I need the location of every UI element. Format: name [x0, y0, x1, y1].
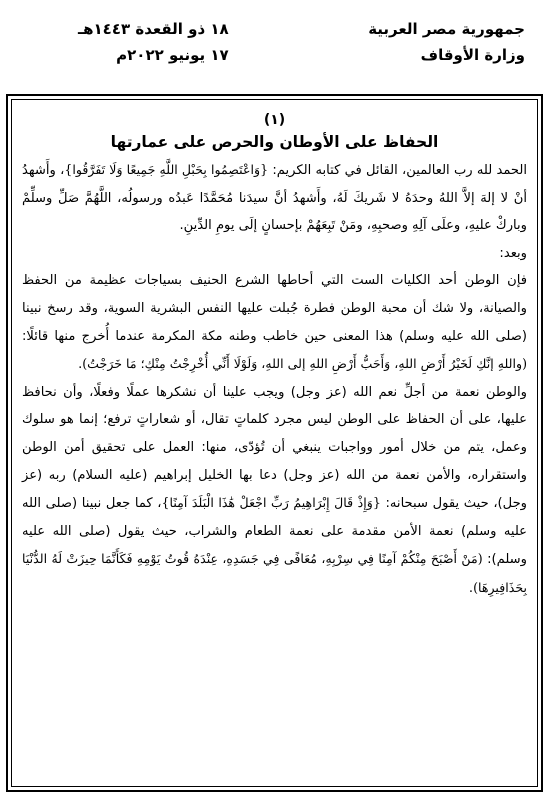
paragraph-blessing-end: . — [468, 580, 474, 596]
content-frame-inner — [11, 99, 538, 787]
opening-text-cont: ، وأَشهدُ أنْ لا إلهَ إلاَّ اللهُ وحدَهُ لا شَريكَ لَهُ، وأَشهدُ أنَّ سيدَنا مُحَمَّدًا عَبدُه ورسولُه، اللَّهُمَّ صَلِّ وسلِّمْ وباركْ عليهِ، وعلَى آلِهِ وصحبِهِ، ومَنْ تَبِعَهُمْ بإحسانٍ إلَى يومِ الدِّينِ. — [22, 163, 527, 234]
document-header — [6, 4, 543, 90]
country-name: جمهورية مصر العربية — [368, 20, 525, 38]
transition-paragraph: وبعد: — [499, 245, 527, 261]
sermon-number: (١) — [263, 112, 286, 128]
sermon-title: الحفاظ على الأوطان والحرص على عمارتها — [110, 133, 439, 151]
sermon-body — [22, 108, 527, 603]
ministry-name: وزارة الأوقاف — [420, 46, 525, 64]
gregorian-date: ١٧ يونيو ٢٠٢٢م — [116, 46, 229, 64]
hadith-2: (مَنْ أَصْبَحَ مِنْكُمْ آمِنًا فِي سِرْبِهِ، مُعَافًى فِي جَسَدِهِ، عِنْدَهُ قُوتُ يَوْمِهِ فَكَأَنَّمَا حِيزَتْ لَهُ الدُّنْيَا بِحَذَافِيرِهَا) — [22, 551, 527, 595]
paragraph-homeland-blessing — [22, 379, 527, 603]
document-page — [6, 4, 543, 792]
quran-verse-1: {وَاعْتَصِمُوا بِحَبْلِ اللَّهِ جَمِيعًا وَلَا تَفَرَّقُوا} — [64, 162, 269, 177]
paragraph-homeland-love — [22, 267, 527, 378]
quran-verse-2: {وَإِذْ قَالَ إِبْرَاهِيمُ رَبِّ اجْعَلْ هَٰذَا الْبَلَدَ آمِنًا} — [161, 495, 381, 511]
date-block — [78, 16, 229, 68]
opening-paragraph — [22, 156, 527, 240]
hijri-date: ١٨ ذو القعدة ١٤٤٣هـ — [78, 20, 229, 38]
hadith-1: (واللهِ إنَّكِ لَخَيْرُ أَرْضِ اللهِ، وَأَحَبُّ أَرْضِ اللهِ إلى اللهِ، وَلَوْلَا أَنِّي أُخْرِجْتُ مِنْكِ؛ مَا خَرَجْتُ) — [82, 356, 527, 372]
opening-text: الحمد لله رب العالمين، القائل في كتابه الكريم: — [268, 163, 527, 178]
paragraph-homeland-love-text: فإن الوطن أحد الكليات الست التي أحاطها الشرع الحنيف بسياجات عظيمة من الحفظ والصيانة، ولا شك أن محبة الوطن فطرة جُبلت عليها النفس البشرية السوية، وقد رسخ نبينا (صلى الله عليه وسلم) هذا المعنى حين خاطب وطنه مكة المكرمة عندما أُخرج منها قائلًا: — [22, 273, 527, 344]
paragraph-homeland-love-end: . — [78, 357, 83, 373]
content-frame — [6, 94, 543, 792]
paragraph-blessing-text-2: ، كما جعل نبينا (صلى الله عليه وسلم) نعمة الأمن مقدمة على نعمة الطعام والشراب، حيث يقول (صلى الله عليه وسلم): — [22, 496, 527, 568]
paragraph-blessing-text: والوطن نعمة من أجلِّ نعم الله (عز وجل) ويجب علينا أن نشكرها عملًا وفعلًا، وأن نحافظ عليها، على أن الحفاظ على الوطن ليس مجرد كلماتٍ تقال، أو شعاراتٍ ترفع؛ إنما هو سلوك وعمل، يتم من خلال أمور وواجبات ينبغي أن تُؤدّى، منها: العمل على تحقيق أمن الوطن واستقراره، والأمن نعمة من الله (عز وجل) دعا بها الخليل إبراهيم (عليه السلام) ربه (عز وجل)، حيث يقول سبحانه: — [22, 384, 527, 512]
issuer-block — [368, 16, 525, 68]
